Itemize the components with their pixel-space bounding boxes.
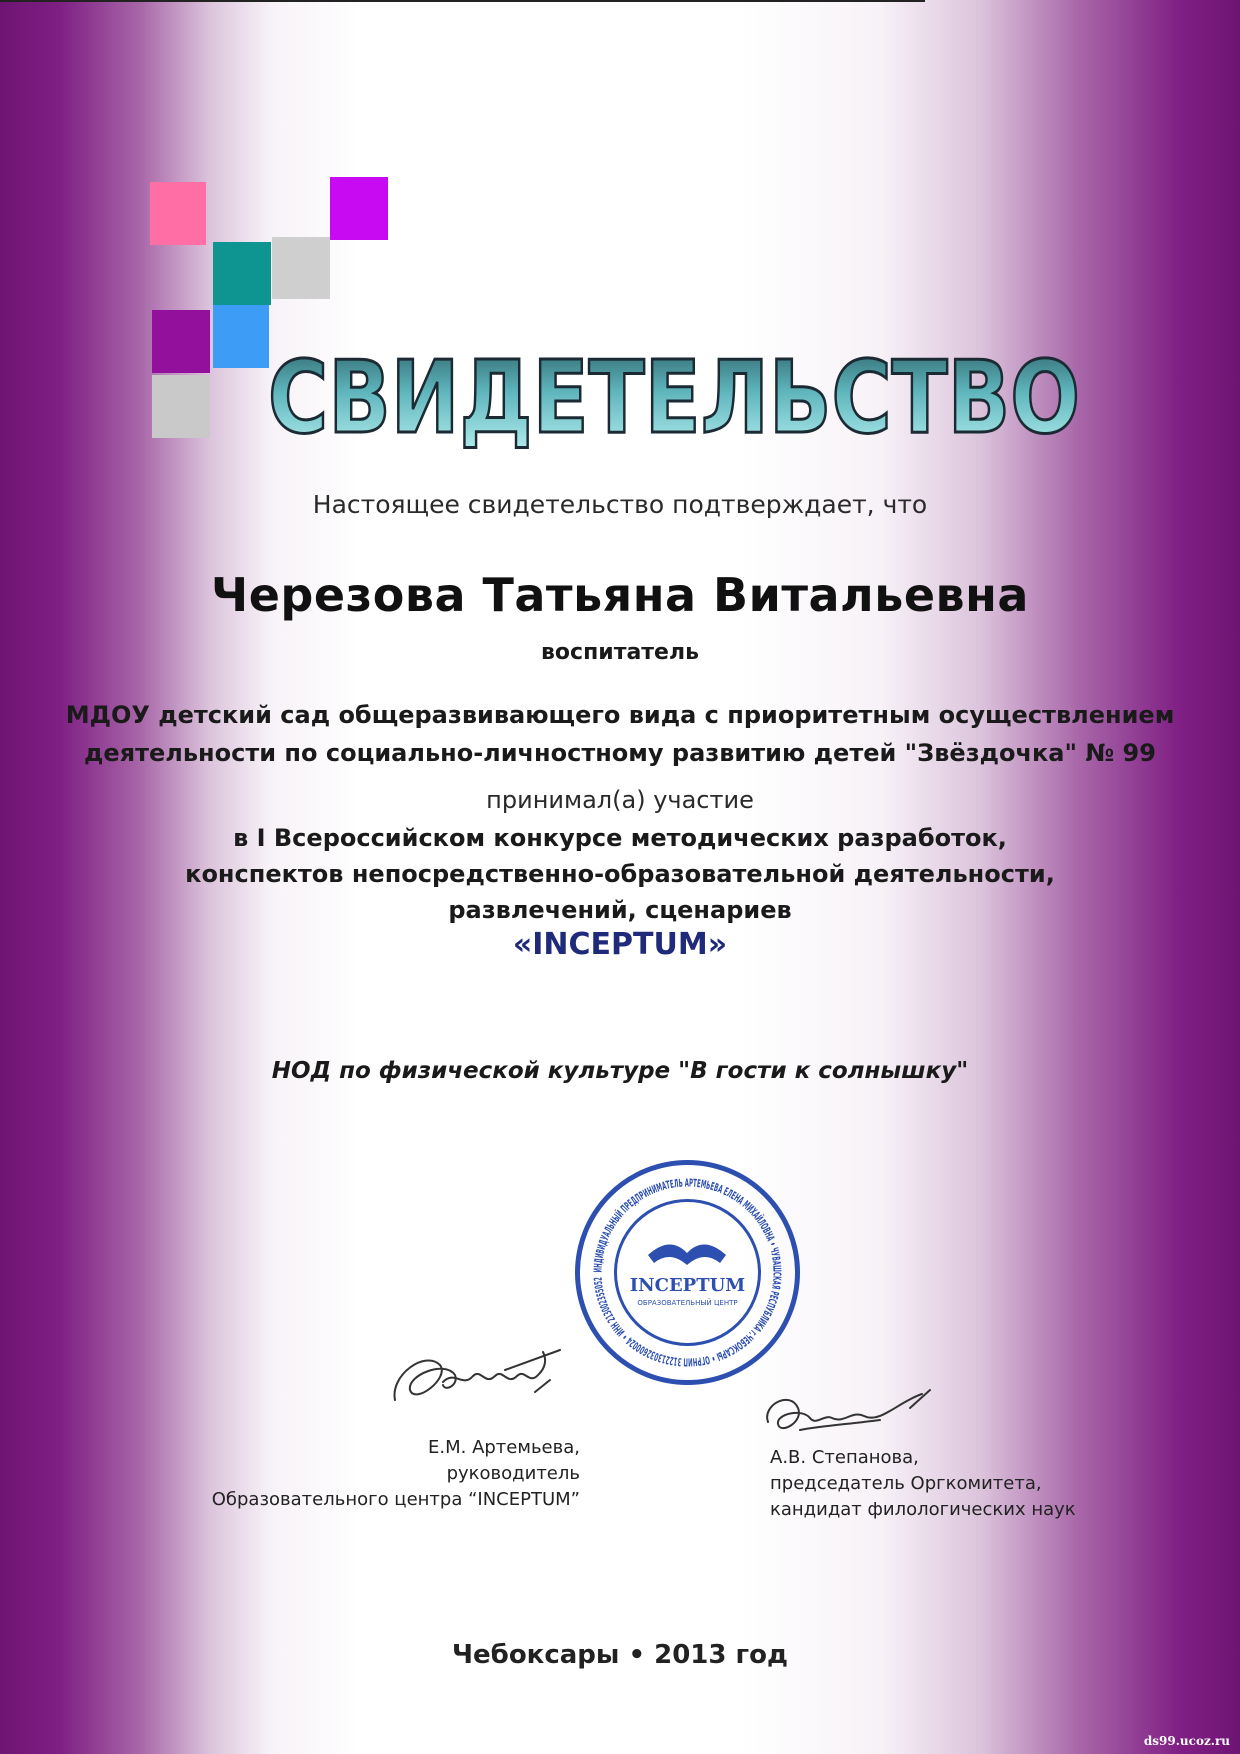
contest-line: развлечений, сценариев: [448, 896, 792, 924]
blue-square: [213, 305, 269, 368]
seal-center-sub: ОБРАЗОВАТЕЛЬНЫЙ ЦЕНТР: [637, 1299, 738, 1307]
participation-text: принимал(а) участие: [486, 786, 754, 814]
signer-detail: кандидат филологических наук: [770, 1499, 1076, 1520]
work-title: НОД по физической культуре "В гости к солнышку": [271, 1058, 969, 1084]
seal-center-name: INCEPTUM: [629, 1275, 746, 1296]
signature-stroke: [395, 1350, 560, 1400]
seal-ring-text-path: ИНДИВИДУАЛЬНЫЙ ПРЕДПРИНИМАТЕЛЬ АРТЕМЬЕВА ЕЛЕНА МИХАЙЛОВНА • ЧУВАШСКАЯ РЕСПУБЛИКА г.ЧЕБОКСАРЫ • ОГРНИП 312213032600024 • ИНН 213002355052: [591, 1176, 784, 1369]
seal-book-icon: [648, 1244, 726, 1265]
signer-detail: Образовательного центра “INCEPTUM”: [211, 1489, 580, 1510]
violet-square: [330, 177, 388, 240]
certificate-title: [262, 330, 1092, 460]
footer-city-year: Чебоксары • 2013 год: [452, 1640, 788, 1670]
watermark: ds99.ucoz.ru: [1143, 1734, 1230, 1748]
signer-stepanova: [770, 1445, 1170, 1523]
contest-description: [0, 820, 1240, 928]
recipient-organization: МДОУ детский сад общеразвивающего вида с приоритетным осуществлением деятельности по социально-личностному развитию детей "Звёздочка" № 99: [65, 701, 1175, 767]
recipient-name: Черезова Татьяна Витальевна: [211, 568, 1029, 622]
teal-square: [213, 242, 271, 305]
signer-artemyeva: [180, 1435, 580, 1513]
recipient-position: воспитатель: [541, 640, 699, 665]
grey-square-bottom: [152, 375, 210, 438]
top-border-line: [0, 0, 925, 2]
contest-line: конспектов непосредственно-образовательной деятельности,: [185, 860, 1055, 888]
official-seal: [570, 1155, 805, 1390]
intro-text: Настоящее свидетельство подтверждает, что: [312, 490, 928, 519]
signer-name: А.В. Степанова,: [770, 1447, 919, 1468]
signer-role: председатель Оргкомитета,: [770, 1473, 1042, 1494]
grey-square: [272, 237, 330, 299]
pink-square: [150, 182, 206, 245]
signature-artemyeva: [385, 1330, 580, 1425]
signature-stepanova: [760, 1380, 940, 1450]
signature-stroke: [767, 1390, 930, 1430]
seal-ring-text: [591, 1176, 783, 1368]
certificate-title-text: СВИДЕТЕЛЬСТВО: [268, 339, 1080, 456]
contest-name: «INCEPTUM»: [512, 927, 728, 962]
seal-outer-ring: [578, 1163, 798, 1383]
purple-square: [152, 310, 210, 373]
contest-line: в I Всероссийском конкурсе методических разработок,: [233, 824, 1007, 852]
signer-name: Е.М. Артемьева,: [428, 1437, 580, 1458]
seal-inner-ring: [616, 1201, 760, 1345]
signer-role: руководитель: [446, 1463, 580, 1484]
